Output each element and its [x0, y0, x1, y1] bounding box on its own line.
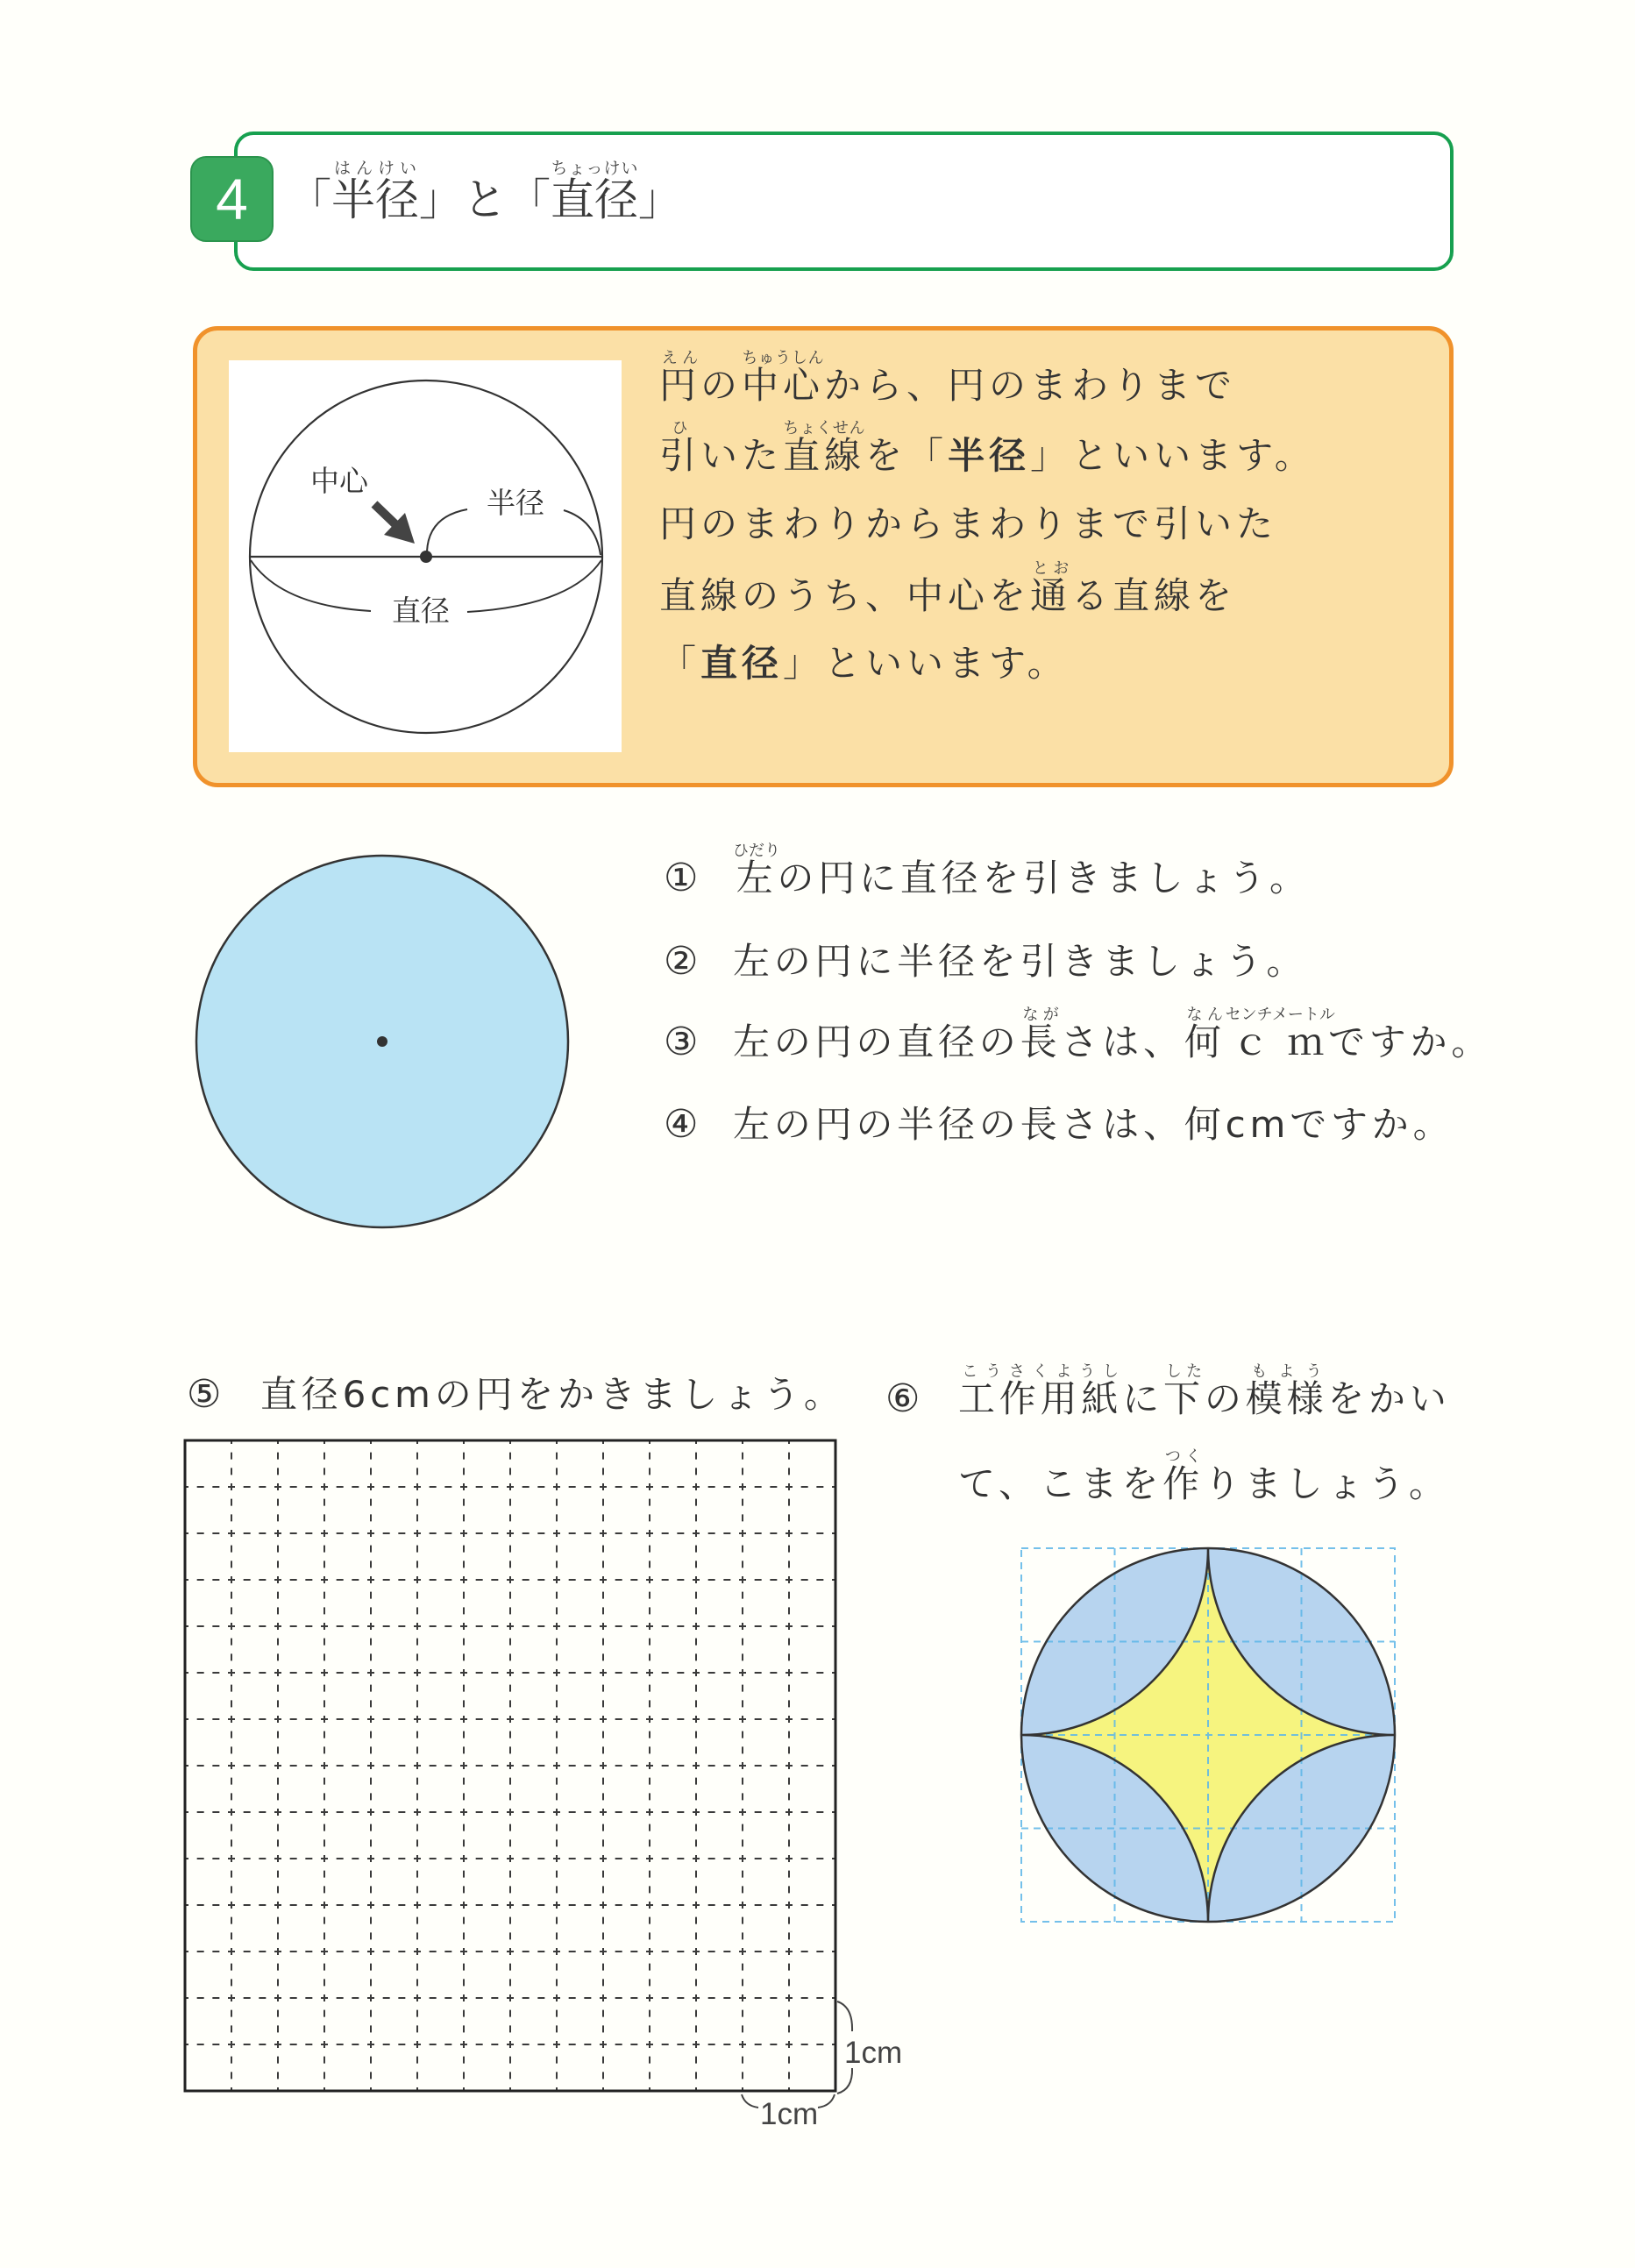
question-6-line-1 [885, 1360, 1451, 1439]
radius-bracket-right [564, 510, 601, 555]
furigana: こうさくようし [958, 1362, 1123, 1381]
question-3 [664, 1003, 1492, 1082]
exercise-circle [184, 843, 580, 1240]
text: から、円のまわりまで [824, 364, 1237, 407]
explanation-line-4 [659, 559, 1236, 629]
text: 「 [659, 642, 701, 685]
text: る直線を [1071, 574, 1237, 617]
text: をかい [1327, 1377, 1451, 1420]
ruby-word [1245, 1362, 1328, 1420]
question-5 [187, 1355, 845, 1434]
furigana: ちょくせん [783, 419, 866, 437]
drawing-grid [180, 1435, 916, 2136]
question-number: ① [664, 856, 699, 900]
title-bracket-close: 」 [638, 174, 682, 225]
furigana: はんけい [331, 159, 419, 178]
ruby-word [1162, 1447, 1204, 1505]
question-4 [664, 1085, 1454, 1164]
ruby-word [1225, 1006, 1335, 1063]
text: りましょう。 [1203, 1462, 1450, 1505]
question-number: ④ [664, 1102, 699, 1147]
furigana: なが [1020, 1006, 1062, 1024]
word: 直線 [783, 434, 866, 477]
furigana: なん [1184, 1006, 1226, 1024]
explanation-line-5 [659, 629, 1069, 699]
word: 通 [1030, 574, 1072, 617]
question-number: ② [664, 939, 699, 984]
furigana: ひ [659, 419, 700, 437]
title-connector: 」と「 [419, 174, 551, 225]
word: 下 [1163, 1377, 1205, 1420]
ruby-word [1184, 1006, 1226, 1063]
furigana: とお [1030, 559, 1072, 578]
arrow-icon [374, 504, 415, 544]
spinning-top-pattern [1013, 1539, 1407, 1933]
text: の [1204, 1377, 1246, 1420]
brace-bottom-right [818, 2094, 835, 2108]
text: 直径6cmの円をかきましょう。 [260, 1373, 845, 1416]
question-number: ③ [664, 1020, 699, 1064]
circle-diagram-panel [229, 360, 622, 752]
explanation-line-3 [659, 489, 1277, 559]
furigana: えん [659, 349, 701, 367]
text: 左の円の直径の [733, 1020, 1020, 1063]
center-point [420, 551, 432, 563]
furigana: ちゅうしん [742, 349, 825, 367]
text: て、こまを [958, 1462, 1163, 1505]
word: 中心 [742, 364, 825, 407]
explanation-line-1 [659, 349, 1236, 419]
text: 左の円の半径の長さは、何cmですか。 [733, 1103, 1454, 1146]
title-word-text: 半径 [331, 174, 419, 225]
furigana: した [1163, 1362, 1205, 1381]
ruby-word [1163, 1362, 1205, 1420]
brace-right-top [837, 2001, 852, 2031]
section-number-badge [190, 156, 274, 242]
text: さは、 [1061, 1020, 1184, 1063]
ruby-word [659, 419, 701, 477]
furigana: ひだり [733, 842, 780, 860]
circle-diagram [229, 360, 622, 752]
diameter-bracket-right [467, 560, 601, 612]
text: 直線のうち、中心を [659, 574, 1031, 617]
brace-bottom-left [742, 2094, 758, 2108]
ruby-word [733, 842, 780, 899]
title-bracket-open: 「 [288, 174, 331, 225]
page-title [288, 159, 682, 238]
brace-right-bottom [837, 2068, 852, 2094]
section-number: 4 [216, 167, 248, 231]
text: いた [700, 434, 784, 477]
question-1 [664, 839, 1311, 918]
ruby-word [1020, 1006, 1062, 1063]
text: を「 [865, 434, 949, 477]
furigana: ちょっけい [551, 159, 638, 178]
furigana: もよう [1245, 1362, 1328, 1381]
ruby-word [659, 349, 701, 407]
title-word-radius [331, 159, 419, 225]
word: 円 [659, 364, 701, 407]
text: の [700, 364, 743, 407]
ruby-word [783, 419, 866, 477]
question-number: ⑥ [885, 1376, 921, 1421]
text: 円のまわりからまわりまで引いた [659, 502, 1278, 545]
unit-label-right: 1cm [844, 2036, 903, 2070]
center-label: 中心 [310, 464, 368, 498]
word: 模様 [1245, 1377, 1328, 1420]
question-number: ⑤ [187, 1372, 222, 1417]
word: ｃｍ [1225, 1020, 1335, 1063]
text: に [1122, 1377, 1164, 1420]
word: 長 [1020, 1020, 1062, 1063]
radius-label: 半径 [487, 486, 544, 520]
word: 工作用紙 [958, 1377, 1123, 1420]
diameter-label: 直径 [392, 594, 450, 628]
word: 左 [733, 857, 780, 899]
text: 」といいます。 [783, 642, 1069, 685]
text: ですか。 [1328, 1020, 1493, 1063]
text: 」といいます。 [1030, 434, 1316, 477]
furigana: つく [1162, 1447, 1204, 1466]
title-word-diameter [551, 159, 638, 225]
grid-horizontal-lines [185, 1487, 835, 2044]
term-radius: 半径 [948, 434, 1031, 477]
text: 左の円に半径を引きましょう。 [733, 940, 1308, 983]
diameter-bracket-left [251, 560, 371, 611]
furigana: センチメートル [1225, 1006, 1335, 1024]
word: 作 [1162, 1462, 1204, 1505]
word: 何 [1184, 1020, 1226, 1063]
ruby-word [1030, 559, 1072, 617]
unit-label-bottom: 1cm [760, 2097, 819, 2131]
circle-center-dot [377, 1036, 387, 1047]
word: 引 [659, 434, 701, 477]
radius-bracket-left [427, 509, 467, 551]
text: の円に直径を引きましょう。 [777, 857, 1311, 899]
question-2 [664, 922, 1307, 1001]
term-diameter: 直径 [700, 642, 784, 685]
explanation-line-2 [659, 419, 1316, 489]
ruby-word [958, 1362, 1123, 1420]
ruby-word [742, 349, 825, 407]
question-6-line-2 [958, 1445, 1450, 1524]
title-word-text: 直径 [551, 174, 638, 225]
